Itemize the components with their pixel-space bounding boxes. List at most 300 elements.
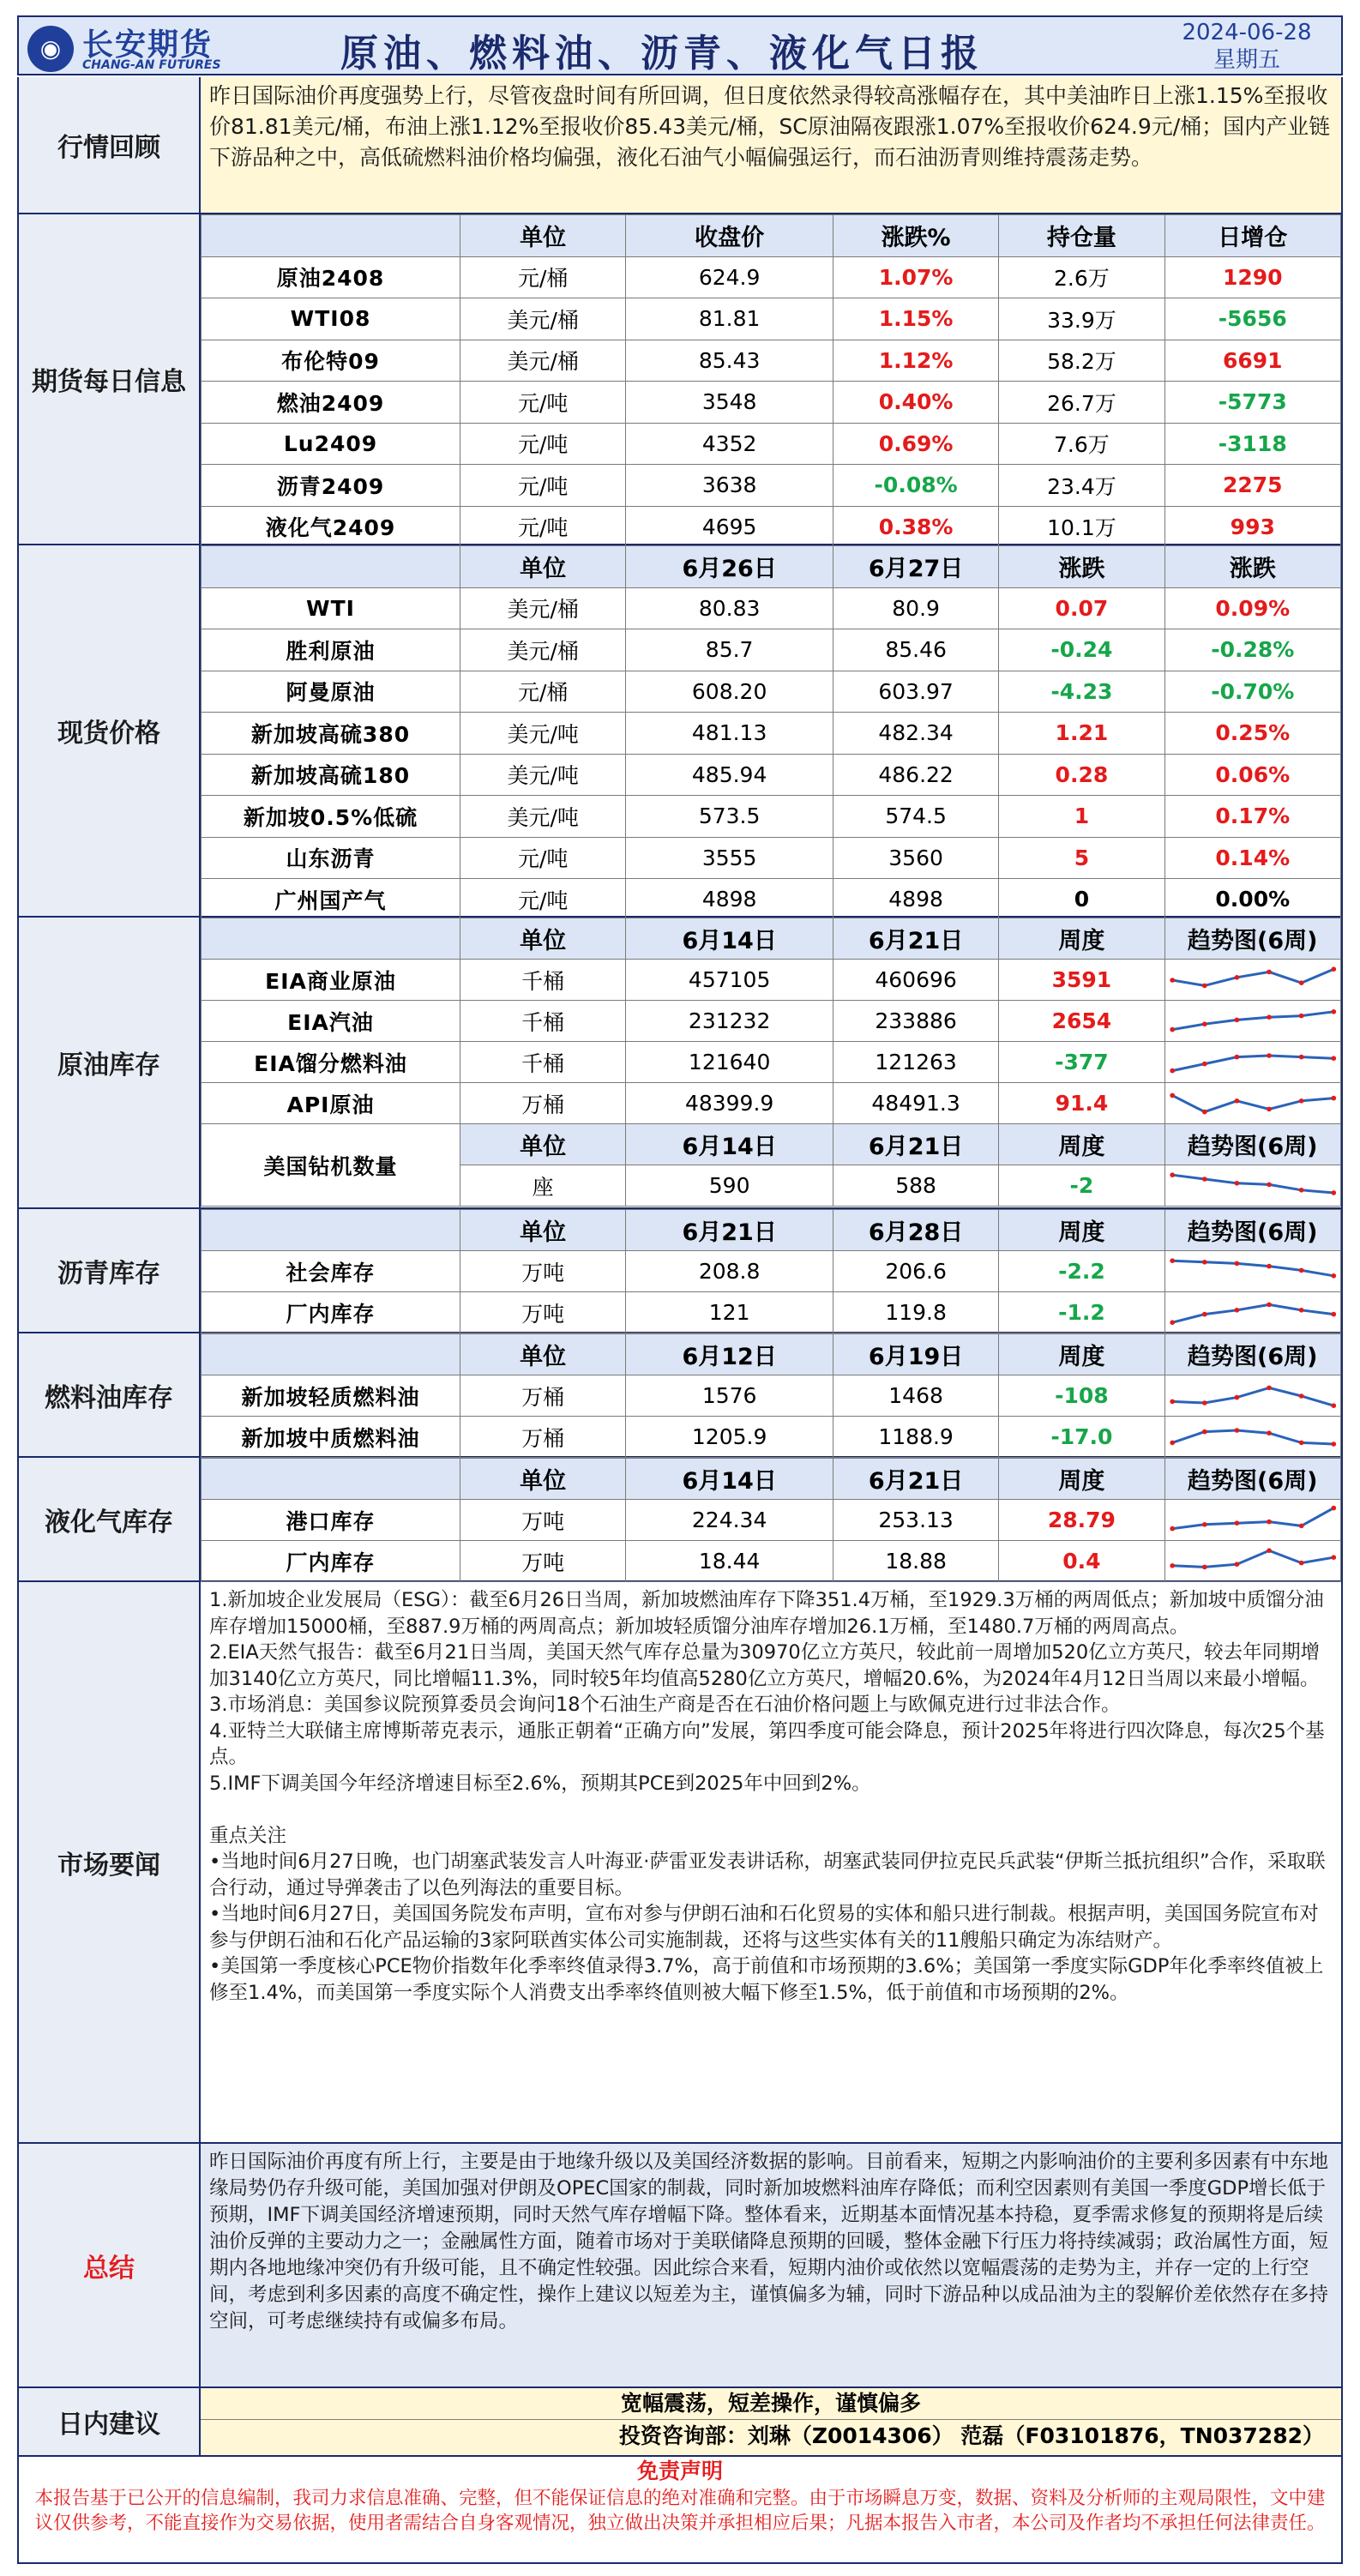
sparkline-point-4	[1298, 1013, 1303, 1018]
price-change: 5	[999, 837, 1164, 879]
column-header: 趋势图(6周)	[1164, 1334, 1340, 1375]
sparkline-point-4	[1298, 1523, 1303, 1528]
open-interest: 23.4万	[999, 465, 1164, 507]
table-row	[202, 506, 1341, 548]
unit-cell: 万吨	[460, 1251, 626, 1292]
sparkline-point-3	[1267, 1106, 1272, 1111]
value-week1: 224.34	[626, 1500, 833, 1541]
spot-name: 山东沥青	[202, 837, 460, 879]
spot-table	[201, 545, 1341, 921]
unit-cell: 元/吨	[460, 879, 626, 921]
table-header-row	[202, 546, 1341, 588]
trend-sparkline	[1165, 1503, 1340, 1538]
sparkline-point-4	[1298, 1440, 1303, 1445]
sparkline-path	[1172, 1550, 1333, 1567]
asphalt-inventory-table	[201, 1209, 1341, 1333]
unit-cell: 千桶	[460, 1042, 626, 1083]
weekly-change: -17.0	[999, 1417, 1164, 1458]
price-day2: 603.97	[833, 671, 998, 713]
sparkline-point-1	[1201, 1429, 1207, 1434]
sparkline-path	[1172, 1508, 1333, 1528]
table-header-row	[202, 1459, 1341, 1500]
sparkline-point-2	[1234, 1017, 1239, 1022]
column-header: 涨跌%	[833, 215, 998, 257]
table-row	[202, 629, 1341, 671]
column-header: 单位	[460, 1124, 626, 1165]
table-row	[202, 1042, 1341, 1083]
sparkline-point-0	[1170, 1258, 1175, 1263]
unit-cell: 元/桶	[460, 256, 626, 298]
report-date: 2024-06-28	[1182, 20, 1312, 45]
open-interest: 2.6万	[999, 256, 1164, 298]
price-day2: 85.46	[833, 629, 998, 671]
open-interest: 10.1万	[999, 506, 1164, 548]
spot-name: 胜利原油	[202, 629, 460, 671]
table-row	[202, 671, 1341, 713]
table-row	[202, 340, 1341, 382]
price-change-pct: 0.17%	[1164, 796, 1340, 838]
sparkline-point-2	[1234, 1520, 1239, 1526]
price-change-pct: -0.28%	[1164, 629, 1340, 671]
company-logo	[24, 21, 247, 72]
sparkline-point-5	[1331, 1009, 1336, 1014]
sparkline-point-3	[1267, 1302, 1272, 1307]
sparkline-point-2	[1234, 1054, 1239, 1059]
price-change-pct: 0.25%	[1164, 713, 1340, 755]
sparkline-point-0	[1170, 1068, 1175, 1073]
unit-cell: 美元/桶	[460, 340, 626, 382]
contract-name: 沥青2409	[202, 465, 460, 507]
section-label: 现货价格	[19, 545, 201, 916]
spot-name: 新加坡0.5%低硫	[202, 796, 460, 838]
inventory-name: API原油	[202, 1083, 460, 1124]
column-header: 6月28日	[833, 1210, 998, 1251]
unit-cell: 万吨	[460, 1500, 626, 1541]
column-header	[202, 1459, 460, 1500]
sparkline-point-4	[1298, 1560, 1303, 1565]
trend-cell	[1164, 1500, 1340, 1541]
section-summary	[17, 2144, 1343, 2388]
section-crude-inventory	[17, 918, 1343, 1209]
value-week1: 121640	[626, 1042, 833, 1083]
table-row	[202, 465, 1341, 507]
column-header: 6月14日	[626, 1124, 833, 1165]
column-header: 6月21日	[626, 1210, 833, 1251]
close-price: 85.43	[626, 340, 833, 382]
trend-sparkline	[1165, 1379, 1340, 1413]
contract-name: 燃油2409	[202, 382, 460, 424]
disclaimer-title: 免责声明	[636, 2459, 723, 2483]
column-header: 6月21日	[833, 1459, 998, 1500]
oi-change: 993	[1164, 506, 1340, 548]
section-advice	[17, 2388, 1343, 2457]
sparkline-point-1	[1201, 1522, 1207, 1527]
price-day2: 482.34	[833, 713, 998, 755]
table-row	[202, 382, 1341, 424]
table-row	[202, 256, 1341, 298]
sparkline-point-1	[1201, 1109, 1207, 1114]
table-row	[202, 713, 1341, 755]
column-header: 趋势图(6周)	[1164, 1124, 1340, 1165]
column-header: 6月27日	[833, 546, 998, 588]
sparkline-point-1	[1201, 983, 1207, 988]
price-day1: 608.20	[626, 671, 833, 713]
section-news	[17, 1582, 1343, 2144]
rig-header-row	[202, 1124, 1341, 1165]
sparkline-point-4	[1298, 1393, 1303, 1399]
unit-cell: 美元/吨	[460, 796, 626, 838]
value-week1: 208.8	[626, 1251, 833, 1292]
sparkline-point-3	[1267, 1263, 1272, 1268]
weekly-change: -2	[999, 1165, 1164, 1207]
table-row	[202, 1292, 1341, 1333]
table-header-row	[202, 1210, 1341, 1251]
weekly-change: 2654	[999, 1001, 1164, 1042]
trend-cell	[1164, 1251, 1340, 1292]
open-interest: 26.7万	[999, 382, 1164, 424]
oi-change: 6691	[1164, 340, 1340, 382]
sparkline-point-5	[1331, 1555, 1336, 1560]
price-day1: 80.83	[626, 587, 833, 629]
sparkline-point-3	[1267, 1053, 1272, 1058]
sparkline-point-4	[1298, 1098, 1303, 1104]
price-change-pct: 0.09%	[1164, 587, 1340, 629]
section-label: 行情回顾	[19, 77, 201, 213]
report-weekday: 星期五	[1213, 47, 1280, 73]
change-pct: 1.12%	[833, 340, 998, 382]
sparkline-point-2	[1234, 1394, 1239, 1399]
unit-cell: 美元/桶	[460, 587, 626, 629]
sparkline-point-5	[1331, 1441, 1336, 1447]
sparkline-point-2	[1234, 1562, 1239, 1567]
unit-cell: 千桶	[460, 960, 626, 1001]
table-row	[202, 1083, 1341, 1124]
unit-cell: 元/吨	[460, 382, 626, 424]
section-review	[17, 77, 1343, 214]
value-week1: 48399.9	[626, 1083, 833, 1124]
trend-cell	[1164, 1042, 1340, 1083]
sparkline-point-4	[1298, 1054, 1303, 1059]
column-header: 6月26日	[626, 546, 833, 588]
section-label: 燃料油库存	[19, 1333, 201, 1456]
sparkline-point-5	[1331, 1190, 1336, 1195]
value-week2: 460696	[833, 960, 998, 1001]
price-change: 0.07	[999, 587, 1164, 629]
unit-cell: 元/吨	[460, 465, 626, 507]
sparkline-point-2	[1234, 1181, 1239, 1186]
value-week1: 457105	[626, 960, 833, 1001]
value-week2: 1468	[833, 1375, 998, 1417]
disclaimer-text: 本报告基于已公开的信息编制，我司力求信息准确、完整，但不能保证信息的绝对准确和完整。由于市场瞬息万变，数据、资料及分析师的主观局限性，文中建议仅供参考，不能直接作为交易依据，使用者需结合自身客观情况，独立做出决策并承担相应后果；凡据本报告入市者，本公司及作者均不承担任何法律责任。	[34, 2488, 1326, 2534]
unit-cell: 千桶	[460, 1001, 626, 1042]
unit-cell: 万桶	[460, 1375, 626, 1417]
table-row	[202, 423, 1341, 465]
table-row	[202, 960, 1341, 1001]
unit-cell: 万桶	[460, 1417, 626, 1458]
sparkline-point-2	[1234, 1261, 1239, 1266]
sparkline-path	[1172, 1011, 1333, 1029]
column-header: 趋势图(6周)	[1164, 1210, 1340, 1251]
weekly-change: 28.79	[999, 1500, 1164, 1541]
value-week2: 121263	[833, 1042, 998, 1083]
close-price: 4352	[626, 423, 833, 465]
column-header: 单位	[460, 1210, 626, 1251]
trend-cell	[1164, 1165, 1340, 1207]
oi-change: -5656	[1164, 298, 1340, 340]
news-text: 1.新加坡企业发展局（ESG）：截至6月26日当周，新加坡燃油库存下降351.4万桶，至1929.3万桶的两周低点；新加坡中质馏分油库存增加15000桶，至887.9万桶的两周高点；新加坡轻质馏分油库存增加26.1万桶，至1480.7万桶的两周高点。 2.EIA天然气报告：截至6月21日当周，美国天然气库存总量为30970亿立方英尺，较此前一周增加520亿立方英尺，较去年同期增加3140亿立方英尺，同比增幅11.3%，同时较5年均值高5280亿立方英尺，增幅20.6%，为2024年4月12日当周以来最小增幅。 3.市场消息：美国参议院预算委员会询问18个石油生产商是否在石油价格问题上与欧佩克进行过非法合作。 4.亚特兰大联储主席博斯蒂克表示，通胀正朝着“正确方向”发展，第四季度可能会降息，预计2025年将进行四次降息，每次25个基点。 5.IMF下调美国今年经济增速目标至2.6%，预期其PCE到2025年中回到2%。 重点关注 •当地时间6月27日晚，也门胡塞武装发言人叶海亚·萨雷亚发表讲话称，胡塞武装同伊拉克民兵武装“伊斯兰抵抗组织”合作，采取联合行动，通过导弹袭击了以色列海法的重要目标。 •当地时间6月27日，美国国务院发布声明，宣布对参与伊朗石油和石化贸易的实体和船只进行制裁。根据声明，美国国务院宣布对参与伊朗石油和石化产品运输的3家阿联酋实体公司实施制裁，还将与这些实体有关的11艘船只确定为冻结财产。 •美国第一季度核心PCE物价指数年化季率终值录得3.7%，高于前值和市场预期的3.6%；美国第一季度实际GDP年化季率终值被上修至1.4%，而美国第一季度实际个人消费支出季率终值则被大幅下修至1.5%，低于前值和市场预期的2%。	[209, 1589, 1326, 2004]
trend-sparkline	[1165, 1086, 1340, 1121]
table-row	[202, 298, 1341, 340]
price-day1: 4898	[626, 879, 833, 921]
price-day1: 3555	[626, 837, 833, 879]
oi-change: -5773	[1164, 382, 1340, 424]
table-header-row	[202, 918, 1341, 960]
rig-count-name: 美国钻机数量	[202, 1124, 460, 1207]
column-header: 6月19日	[833, 1334, 998, 1375]
sparkline-point-0	[1170, 1026, 1175, 1032]
unit-cell: 元/吨	[460, 423, 626, 465]
sparkline-point-1	[1201, 1260, 1207, 1265]
sparkline-path	[1172, 969, 1333, 985]
sparkline-point-1	[1201, 1061, 1207, 1066]
inventory-name: EIA馏分燃料油	[202, 1042, 460, 1083]
advisor-contact: 投资咨询部：刘琳（Z0014306） 范磊（F03101876，TN037282）	[201, 2420, 1341, 2455]
table-row	[202, 754, 1341, 796]
unit-cell: 元/吨	[460, 837, 626, 879]
weekly-change: -2.2	[999, 1251, 1164, 1292]
change-pct: 0.40%	[833, 382, 998, 424]
change-pct: 1.15%	[833, 298, 998, 340]
sparkline-point-0	[1170, 1092, 1175, 1098]
section-label: 液化气库存	[19, 1458, 201, 1580]
sparkline-point-0	[1170, 1563, 1175, 1568]
column-header: 持仓量	[999, 215, 1164, 257]
table-row	[202, 796, 1341, 838]
column-header	[202, 215, 460, 257]
spot-name: WTI	[202, 587, 460, 629]
section-disclaimer	[17, 2457, 1343, 2564]
sparkline-point-3	[1267, 969, 1272, 974]
table-row	[202, 1500, 1341, 1541]
sparkline-path	[1172, 1056, 1333, 1071]
open-interest: 33.9万	[999, 298, 1164, 340]
price-change: 0	[999, 879, 1164, 921]
sparkline-point-1	[1201, 1400, 1207, 1405]
weekly-change: 3591	[999, 960, 1164, 1001]
open-interest: 7.6万	[999, 423, 1164, 465]
spot-name: 广州国产气	[202, 879, 460, 921]
report-title: 原油、燃料油、沥青、液化气日报	[340, 32, 984, 75]
sparkline-path	[1172, 1261, 1333, 1276]
column-header	[202, 546, 460, 588]
inventory-name: 厂内库存	[202, 1292, 460, 1333]
sparkline-point-2	[1234, 1098, 1239, 1104]
table-header-row	[202, 215, 1341, 257]
price-day2: 4898	[833, 879, 998, 921]
table-row	[202, 587, 1341, 629]
report-date-box	[1161, 19, 1333, 74]
sparkline-point-2	[1234, 975, 1239, 980]
sparkline-point-4	[1298, 1188, 1303, 1193]
contract-name: Lu2409	[202, 423, 460, 465]
logo-emblem-icon: ◉	[27, 26, 74, 72]
column-header	[202, 1210, 460, 1251]
column-header: 收盘价	[626, 215, 833, 257]
section-fuel-inventory	[17, 1333, 1343, 1458]
section-lpg-inventory	[17, 1458, 1343, 1582]
column-header: 6月14日	[626, 1459, 833, 1500]
inventory-name: 社会库存	[202, 1251, 460, 1292]
oi-change: 2275	[1164, 465, 1340, 507]
trend-cell	[1164, 1375, 1340, 1417]
fuel-inventory-table	[201, 1333, 1341, 1458]
column-header: 6月21日	[833, 1124, 998, 1165]
unit-cell: 万吨	[460, 1541, 626, 1582]
sparkline-point-1	[1201, 1311, 1207, 1316]
inventory-name: 港口库存	[202, 1500, 460, 1541]
close-price: 81.81	[626, 298, 833, 340]
value-week2: 206.6	[833, 1251, 998, 1292]
report-header	[17, 15, 1343, 75]
column-header	[202, 1334, 460, 1375]
trend-sparkline	[1165, 1296, 1340, 1330]
unit-cell: 万桶	[460, 1083, 626, 1124]
trend-cell	[1164, 1417, 1340, 1458]
sparkline-point-0	[1170, 978, 1175, 983]
unit-cell: 座	[460, 1165, 626, 1207]
section-label: 期货每日信息	[19, 214, 201, 544]
sparkline-point-3	[1267, 1014, 1272, 1020]
section-asphalt-inventory	[17, 1209, 1343, 1333]
column-header	[202, 918, 460, 960]
sparkline-point-0	[1170, 1399, 1175, 1404]
trend-sparkline	[1165, 963, 1340, 997]
sparkline-point-5	[1331, 1311, 1336, 1316]
summary-text: 昨日国际油价再度有所上行，主要是由于地缘升级以及美国经济数据的影响。目前看来，短期之内影响油价的主要利多因素有中东地缘局势仍存升级可能，美国加强对伊朗及OPEC国家的制裁，同时新加坡燃料油库存降低；而利空因素则有美国一季度GDP增长低于预期，IMF下调美国经济增速预期，同时天然气库存增幅下降。整体看来，近期基本面情况基本持稳，夏季需求修复的预期将是后续油价反弹的主要动力之一；金融属性方面，随着市场对于美联储降息预期的回暖，整体金融下行压力将持续减弱；政治属性方面，短期内各地地缘冲突仍有升级可能，且不确定性较强。因此综合来看，短期内油价或依然以宽幅震荡的走势为主，并存一定的上行空间，考虑到利多因素的高度不确定性，操作上建议以短差为主，谨慎偏多为辅，同时下游品种以成品油为主的裂解价差依然存在多持空间，可考虑继续持有或偏多布局。	[201, 2144, 1341, 2386]
table-row	[202, 879, 1341, 921]
trend-cell	[1164, 1541, 1340, 1582]
close-price: 3548	[626, 382, 833, 424]
sparkline-point-3	[1267, 1385, 1272, 1390]
price-day1: 485.94	[626, 754, 833, 796]
sparkline-point-3	[1267, 1430, 1272, 1435]
sparkline-point-0	[1170, 1172, 1175, 1177]
sparkline-point-5	[1331, 1095, 1336, 1100]
value-week1: 1205.9	[626, 1417, 833, 1458]
inventory-name: 新加坡轻质燃料油	[202, 1375, 460, 1417]
price-change-pct: -0.70%	[1164, 671, 1340, 713]
trend-cell	[1164, 1001, 1340, 1042]
spot-name: 新加坡高硫180	[202, 754, 460, 796]
price-change-pct: 0.06%	[1164, 754, 1340, 796]
column-header: 趋势图(6周)	[1164, 1459, 1340, 1500]
unit-cell: 美元/吨	[460, 754, 626, 796]
futures-table	[201, 214, 1341, 548]
sparkline-point-1	[1201, 1564, 1207, 1569]
contract-name: 原油2408	[202, 256, 460, 298]
sparkline-point-0	[1170, 1320, 1175, 1325]
column-header: 周度	[999, 1124, 1164, 1165]
inventory-name: 新加坡中质燃料油	[202, 1417, 460, 1458]
value-week1: 590	[626, 1165, 833, 1207]
column-header: 涨跌	[1164, 546, 1340, 588]
sparkline-point-1	[1201, 1177, 1207, 1182]
column-header: 6月21日	[833, 918, 998, 960]
table-row	[202, 1001, 1341, 1042]
oi-change: -3118	[1164, 423, 1340, 465]
column-header: 周度	[999, 918, 1164, 960]
change-pct: 1.07%	[833, 256, 998, 298]
sparkline-point-5	[1331, 966, 1336, 972]
price-change-pct: 0.14%	[1164, 837, 1340, 879]
spot-name: 阿曼原油	[202, 671, 460, 713]
section-spot	[17, 545, 1343, 918]
price-change: -0.24	[999, 629, 1164, 671]
price-change: 1.21	[999, 713, 1164, 755]
sparkline-point-3	[1267, 1548, 1272, 1553]
column-header: 周度	[999, 1459, 1164, 1500]
price-day1: 573.5	[626, 796, 833, 838]
column-header: 周度	[999, 1334, 1164, 1375]
sparkline-point-3	[1267, 1182, 1272, 1187]
sparkline-point-1	[1201, 1021, 1207, 1026]
table-header-row	[202, 1334, 1341, 1375]
unit-cell: 美元/桶	[460, 298, 626, 340]
value-week2: 588	[833, 1165, 998, 1207]
sparkline-point-5	[1331, 1273, 1336, 1279]
value-week2: 233886	[833, 1001, 998, 1042]
weekly-change: -377	[999, 1042, 1164, 1083]
weekly-change: -108	[999, 1375, 1164, 1417]
section-label: 沥青库存	[19, 1209, 201, 1332]
price-day1: 481.13	[626, 713, 833, 755]
column-header: 单位	[460, 546, 626, 588]
value-week1: 18.44	[626, 1541, 833, 1582]
sparkline-path	[1172, 1095, 1333, 1111]
weekly-change: -1.2	[999, 1292, 1164, 1333]
section-label: 市场要闻	[19, 1582, 201, 2142]
value-week2: 119.8	[833, 1292, 998, 1333]
inventory-name: EIA汽油	[202, 1001, 460, 1042]
column-header: 日增仓	[1164, 215, 1340, 257]
sparkline-point-0	[1170, 1440, 1175, 1445]
price-day2: 486.22	[833, 754, 998, 796]
logo-en: CHANG-AN FUTURES	[82, 58, 221, 72]
change-pct: 0.38%	[833, 506, 998, 548]
unit-cell: 美元/桶	[460, 629, 626, 671]
trend-sparkline	[1165, 1420, 1340, 1454]
trend-cell	[1164, 960, 1340, 1001]
open-interest: 58.2万	[999, 340, 1164, 382]
section-label: 总结	[19, 2144, 201, 2386]
table-row	[202, 1417, 1341, 1458]
trend-sparkline	[1165, 1045, 1340, 1080]
price-day2: 574.5	[833, 796, 998, 838]
sparkline-point-2	[1234, 1428, 1239, 1433]
value-week2: 18.88	[833, 1541, 998, 1582]
sparkline-point-5	[1331, 1056, 1336, 1061]
inventory-name: 厂内库存	[202, 1541, 460, 1582]
column-header: 单位	[460, 215, 626, 257]
crude-inventory-table	[201, 918, 1341, 1207]
trend-cell	[1164, 1083, 1340, 1124]
value-week2: 48491.3	[833, 1083, 998, 1124]
price-change-pct: 0.00%	[1164, 879, 1340, 921]
value-week1: 1576	[626, 1375, 833, 1417]
unit-cell: 元/吨	[460, 506, 626, 548]
section-label: 原油库存	[19, 918, 201, 1207]
advice-text: 宽幅震荡，短差操作，谨慎偏多	[201, 2388, 1341, 2420]
